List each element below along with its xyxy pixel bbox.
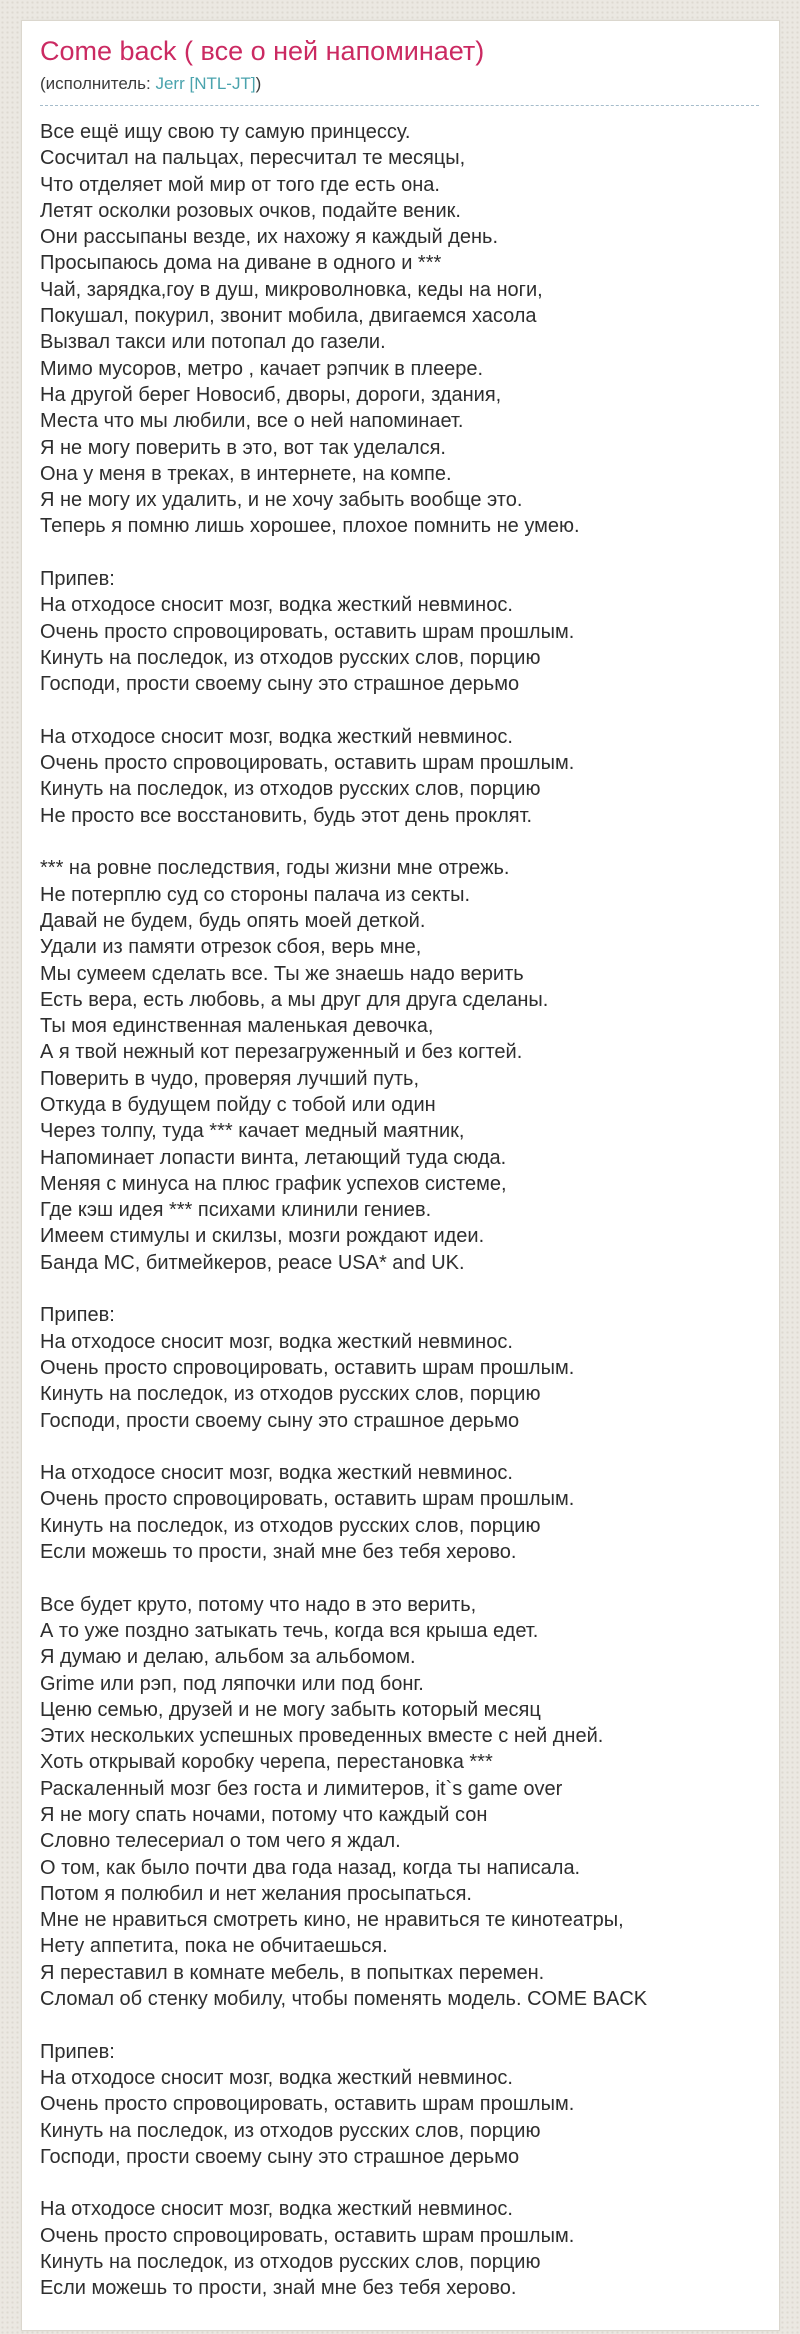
lyric-line: Господи, прости своему сыну это страшное дерьмо: [40, 673, 520, 696]
stanza-gap: [40, 2170, 759, 2196]
lyric-line: Все будет круто, потому что надо в это верить,: [40, 1593, 477, 1616]
lyric-line: Очень просто спровоцировать, оставить шрам прошлым.: [40, 752, 575, 775]
lyric-line: Кинуть на последок, из отходов русских слов, порцию: [40, 646, 541, 669]
stanza-gap: [40, 1276, 759, 1302]
stanza-gap: [40, 698, 759, 724]
lyric-line: Откуда в будущем пойду с тобой или один: [40, 1093, 436, 1116]
lyric-line: На другой берег Новосиб, дворы, дороги, здания,: [40, 383, 502, 406]
lyrics-card: [21, 20, 780, 2331]
lyric-line: Летят осколки розовых очков, подайте веник.: [40, 199, 461, 222]
lyric-line: Если можешь то прости, знай мне без тебя херово.: [40, 2277, 517, 2300]
lyric-line: Теперь я помню лишь хорошее, плохое помнить не умею.: [40, 515, 580, 538]
stanza-gap: [40, 2012, 759, 2038]
lyric-line: Давай не будем, будь опять моей деткой.: [40, 909, 426, 932]
lyric-line: Очень просто спровоцировать, оставить шрам прошлым.: [40, 2224, 575, 2247]
lyric-line: Все ещё ищу свою ту самую принцессу.: [40, 121, 411, 143]
lyric-line: Имеем стимулы и скилзы, мозги рождают идеи.: [40, 1225, 485, 1248]
lyric-line: Есть вера, есть любовь, а мы друг для друга сделаны.: [40, 988, 549, 1011]
lyric-line: На отходосе сносит мозг, водка жесткий невминос.: [40, 2198, 513, 2221]
artist-link[interactable]: Jerr [NTL-JT]: [155, 74, 256, 93]
lyric-line: Припев:: [40, 2040, 115, 2063]
lyric-line: Господи, прости своему сыну это страшное дерьмо: [40, 1409, 520, 1432]
lyric-line: Grime или рэп, под ляпочки или под бонг.: [40, 1672, 424, 1695]
lyric-line: Поверить в чудо, проверяя лучший путь,: [40, 1067, 420, 1090]
lyric-line: О том, как было почти два года назад, когда ты написала.: [40, 1856, 581, 1879]
artist-label-close: ): [255, 74, 262, 93]
lyric-line: Я не могу спать ночами, потому что каждый сон: [40, 1804, 488, 1826]
lyric-line: Что отделяет мой мир от того где есть она.: [40, 173, 440, 196]
lyric-line: Раскаленный мозг без госта и лимитеров, it`s game over: [40, 1777, 563, 1800]
lyric-line: Я думаю и делаю, альбом за альбомом.: [40, 1646, 416, 1669]
lyrics-text: [40, 119, 759, 2302]
lyric-line: Очень просто спровоцировать, оставить шрам прошлым.: [40, 2093, 575, 2116]
lyric-line: Они рассыпаны везде, их нахожу я каждый день.: [40, 226, 498, 249]
lyric-line: Господи, прости своему сыну это страшное дерьмо: [40, 2145, 520, 2168]
stanza-gap: [40, 1434, 759, 1460]
lyric-line: Я не могу их удалить, и не хочу забыть вообще это.: [40, 489, 523, 512]
lyric-line: Напоминает лопасти винта, летающий туда сюда.: [40, 1146, 507, 1169]
lyric-line: А я твой нежный кот перезагруженный и без когтей.: [40, 1041, 523, 1064]
lyric-line: Этих нескольких успешных проведенных вместе с ней дней.: [40, 1725, 604, 1748]
lyric-line: Вызвал такси или потопал до газели.: [40, 331, 386, 354]
lyric-line: Меняя с минуса на плюс график успехов системе,: [40, 1172, 507, 1195]
lyric-line: Не просто все восстановить, будь этот день проклят.: [40, 804, 533, 827]
lyric-line: Очень просто спровоцировать, оставить шрам прошлым.: [40, 620, 575, 643]
lyric-line: Просыпаюсь дома на диване в одного и ***: [40, 252, 442, 275]
lyric-line: *** на ровне последствия, годы жизни мне отрежь.: [40, 857, 510, 880]
lyric-line: Припев:: [40, 1304, 115, 1327]
lyric-line: Кинуть на последок, из отходов русских слов, порцию: [40, 1514, 541, 1537]
lyric-line: Банда MC, битмейкеров, peace USA* and UK.: [40, 1251, 465, 1274]
lyric-line: А то уже поздно затыкать течь, когда вся крыша едет.: [40, 1619, 539, 1642]
lyric-line: Нету аппетита, пока не обчитаешься.: [40, 1935, 388, 1958]
artist-label: (исполнитель:: [40, 74, 156, 93]
lyric-line: Кинуть на последок, из отходов русских слов, порцию: [40, 2251, 541, 2274]
lyric-line: Мы сумеем сделать все. Ты же знаешь надо верить: [40, 962, 524, 985]
lyric-line: Мне не нравиться смотреть кино, не нравиться те кинотеатры,: [40, 1909, 624, 1932]
stanza-gap: [40, 829, 759, 855]
lyric-line: На отходосе сносит мозг, водка жесткий невминос.: [40, 594, 513, 617]
lyric-line: Очень просто спровоцировать, оставить шрам прошлым.: [40, 1488, 575, 1511]
lyric-line: Через толпу, туда *** качает медный маятник,: [40, 1120, 465, 1143]
lyric-line: На отходосе сносит мозг, водка жесткий невминос.: [40, 1330, 513, 1353]
lyric-line: Если можешь то прости, знай мне без тебя херово.: [40, 1541, 517, 1564]
lyric-line: Кинуть на последок, из отходов русских слов, порцию: [40, 2119, 541, 2142]
lyric-line: Ты моя единственная маленькая девочка,: [40, 1015, 434, 1038]
lyric-line: Кинуть на последок, из отходов русских слов, порцию: [40, 1383, 541, 1406]
stanza-gap: [40, 1565, 759, 1591]
artist-line: [40, 74, 759, 106]
lyric-line: Не потерплю суд со стороны палача из секты.: [40, 883, 471, 906]
lyric-line: Чай, зарядка,гоу в душ, микроволновка, кеды на ноги,: [40, 278, 543, 301]
lyric-line: Удали из памяти отрезок сбоя, верь мне,: [40, 936, 422, 959]
lyric-line: Словно телесериал о том чего я ждал.: [40, 1830, 401, 1853]
lyric-line: Хоть открывай коробку черепа, перестановка ***: [40, 1751, 493, 1774]
lyric-line: Ценю семью, друзей и не могу забыть который месяц: [40, 1698, 541, 1721]
lyric-line: Где кэш идея *** психами клинили гениев.: [40, 1199, 432, 1222]
lyric-line: На отходосе сносит мозг, водка жесткий невминос.: [40, 2066, 513, 2089]
song-title: Come back ( все о ней напоминает): [40, 36, 485, 66]
lyric-line: Покушал, покурил, звонит мобила, двигаемся хасола: [40, 305, 537, 328]
lyric-line: Сломал об стенку мобилу, чтобы поменять модель. COME BACK: [40, 1988, 648, 2011]
page-background: [0, 20, 800, 2331]
lyric-line: Припев:: [40, 568, 115, 591]
lyric-line: Очень просто спровоцировать, оставить шрам прошлым.: [40, 1356, 575, 1379]
stanza-gap: [40, 540, 759, 566]
lyric-line: Потом я полюбил и нет желания просыпаться.: [40, 1882, 472, 1905]
lyric-line: Кинуть на последок, из отходов русских слов, порцию: [40, 778, 541, 801]
lyric-line: На отходосе сносит мозг, водка жесткий невминос.: [40, 1462, 513, 1485]
lyric-line: На отходосе сносит мозг, водка жесткий невминос.: [40, 725, 513, 748]
lyric-line: Сосчитал на пальцах, пересчитал те месяцы,: [40, 147, 466, 170]
lyric-line: Она у меня в треках, в интернете, на компе.: [40, 462, 452, 485]
lyric-line: Я переставил в комнате мебель, в попытках перемен.: [40, 1961, 545, 1984]
lyric-line: Места что мы любили, все о ней напоминает.: [40, 410, 464, 433]
lyric-line: Мимо мусоров, метро , качает рэпчик в плеере.: [40, 357, 484, 380]
lyric-line: Я не могу поверить в это, вот так уделался.: [40, 436, 446, 459]
